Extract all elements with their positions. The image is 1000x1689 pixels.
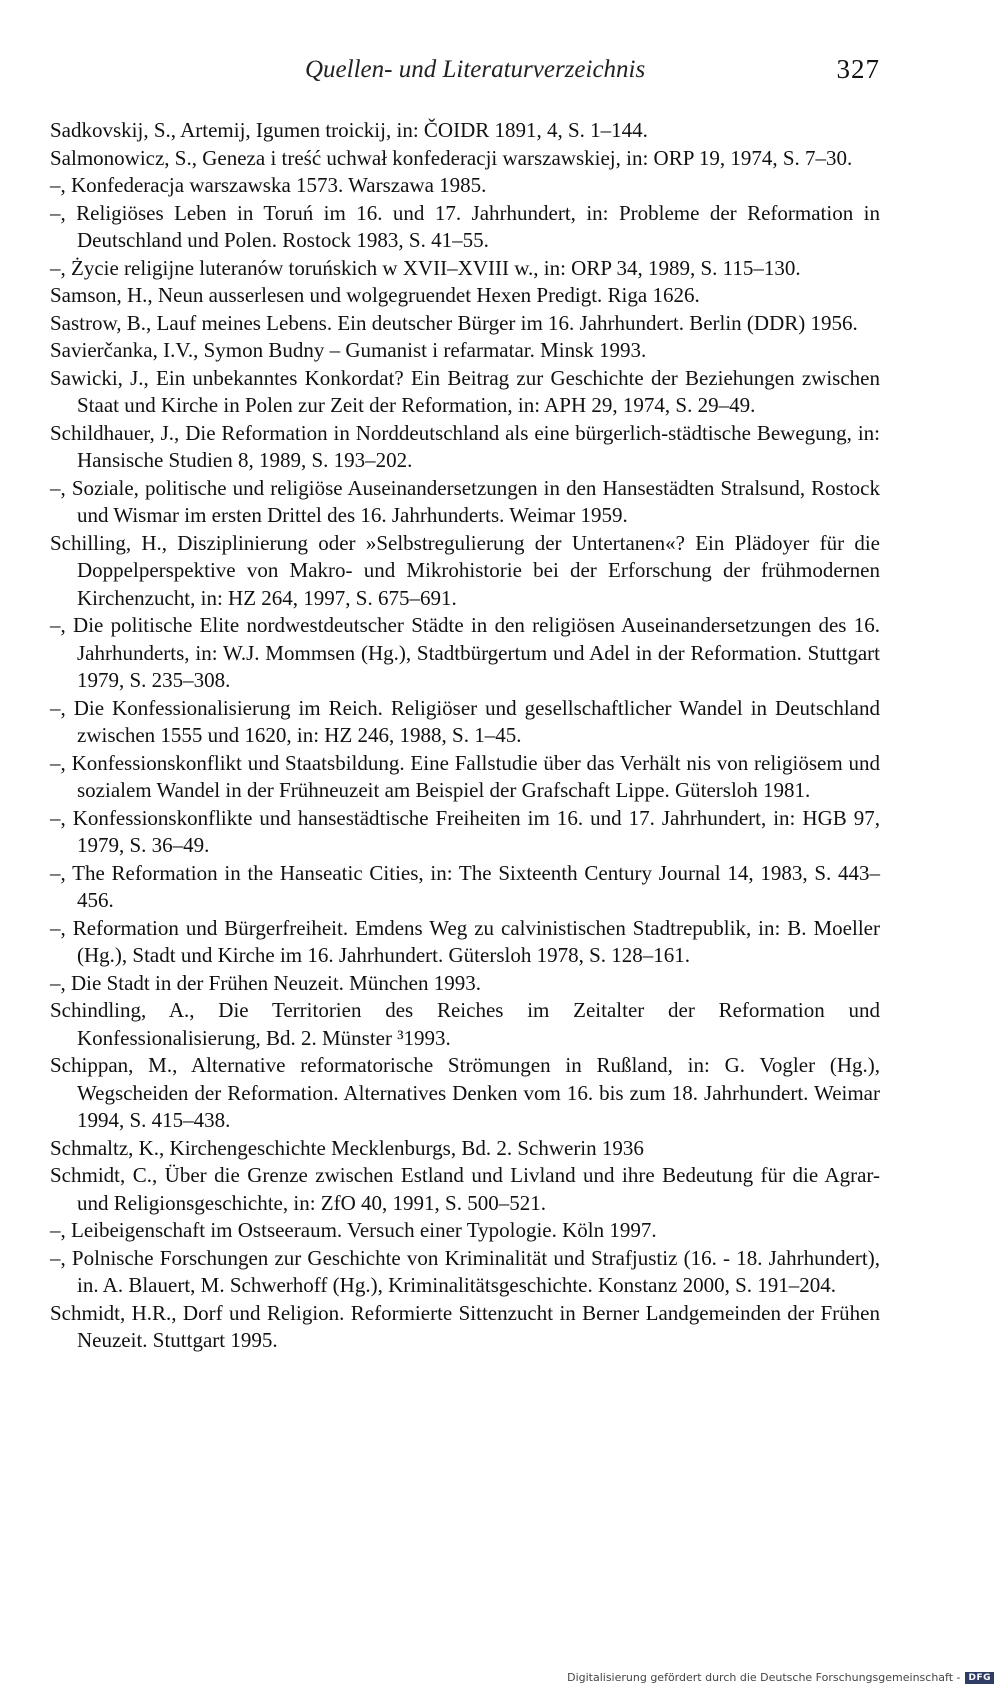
bibliography-entry: Samson, H., Neun ausserlesen und wolgegruendet Hexen Predigt. Riga 1626. bbox=[50, 283, 700, 307]
bibliography-entry: Schmidt, C., Über die Grenze zwischen Estland und Livland und ihre Bedeutung für die Agrar- und Religionsgeschichte, in: ZfO 40, 1991, S. 500–521. bbox=[50, 1163, 880, 1215]
bibliography-entry: –, Polnische Forschungen zur Geschichte von Kriminalität und Strafjustiz (16. - 18. Jahrhundert), in. A. Blauert, M. Schwerhoff (Hg.), Kriminalitätsgeschichte. Konstanz 2000, S. 191–204. bbox=[50, 1245, 880, 1297]
bibliography-entry: –, The Reformation in the Hanseatic Cities, in: The Sixteenth Century Journal 14, 1983, S. 443–456. bbox=[50, 860, 880, 912]
bibliography-entry: Schmidt, H.R., Dorf und Religion. Reformierte Sittenzucht in Berner Landgemeinden der Frühen Neuzeit. Stuttgart 1995. bbox=[50, 1300, 880, 1352]
dfg-logo: DFG bbox=[965, 1672, 994, 1684]
bibliography-entry: Sawicki, J., Ein unbekanntes Konkordat? Ein Beitrag zur Geschichte der Beziehungen zwischen Staat und Kirche in Polen zur Zeit der Reformation, in: APH 29, 1974, S. 29–49. bbox=[50, 365, 880, 417]
bibliography-entry: Schilling, H., Disziplinierung oder »Selbstregulierung der Untertanen«? Ein Plädoyer für die Doppelperspektive von Makro- und Mikrohistorie bei der Erforschung der frühmodernen Kirchenzucht, in: HZ 264, 1997, S. 675–691. bbox=[50, 530, 880, 610]
bibliography-entry: –, Leibeigenschaft im Ostseeraum. Versuch einer Typologie. Köln 1997. bbox=[50, 1218, 657, 1242]
bibliography-entry: Schmaltz, K., Kirchengeschichte Mecklenburgs, Bd. 2. Schwerin 1936 bbox=[50, 1135, 644, 1160]
bibliography-entry: –, Religiöses Leben in Toruń im 16. und 17. Jahrhundert, in: Probleme der Reformation in Deutschland und Polen. Rostock 1983, S. 41–55. bbox=[50, 200, 880, 252]
bibliography-entry: Sastrow, B., Lauf meines Lebens. Ein deutscher Bürger im 16. Jahrhundert. Berlin (DDR) 1956. bbox=[50, 310, 858, 335]
footer bbox=[567, 1671, 994, 1684]
footer-credit: Digitalisierung gefördert durch die Deutsche Forschungsgemeinschaft - bbox=[567, 1671, 961, 1684]
bibliography-entry: Schildhauer, J., Die Reformation in Norddeutschland als eine bürgerlich-städtische Bewegung, in: Hansische Studien 8, 1989, S. 193–202. bbox=[50, 420, 880, 472]
bibliography-entry: –, Die Stadt in der Frühen Neuzeit. München 1993. bbox=[50, 970, 481, 995]
bibliography-entry: –, Die politische Elite nordwestdeutscher Städte in den religiösen Auseinandersetzungen des 16. Jahrhunderts, in: W.J. Mommsen (Hg.), Stadtbürgertum und Adel in der Reformation. Stuttgart 1979, S. 235–308. bbox=[50, 613, 880, 692]
running-head-title: Quellen- und Literaturverzeichnis bbox=[305, 56, 646, 83]
bibliography-entry: –, Reformation und Bürgerfreiheit. Emdens Weg zu calvinistischen Stadtrepublik, in: B. Moeller (Hg.), Stadt und Kirche im 16. Jahrhundert. Gütersloh 1978, S. 128–161. bbox=[50, 915, 880, 967]
bibliography-entry: –, Konfessionskonflikte und hansestädtische Freiheiten im 16. und 17. Jahrhundert, in: HGB 97, 1979, S. 36–49. bbox=[50, 805, 880, 857]
bibliography-entry: –, Konfessionskonflikt und Staatsbildung. Eine Fallstudie über das Verhält nis von religiösem und sozialem Wandel in der Frühneuzeit am Beispiel der Grafschaft Lippe. Gütersloh 1981. bbox=[50, 750, 880, 802]
bibliography-entry: Schippan, M., Alternative reformatorische Strömungen in Rußland, in: G. Vogler (Hg.), Wegscheiden der Reformation. Alternatives Denken vom 16. bis zum 18. Jahrhundert. Weimar 1994, S. 415–438. bbox=[50, 1053, 880, 1132]
bibliography-entry: Savierčanka, I.V., Symon Budny – Gumanist i refarmatar. Minsk 1993. bbox=[50, 338, 647, 362]
bibliography-entry: Salmonowicz, S., Geneza i treść uchwał konfederacji warszawskiej, in: ORP 19, 1974, S. 7–30. bbox=[50, 145, 853, 170]
bibliography-entry: –, Konfederacja warszawska 1573. Warszawa 1985. bbox=[50, 173, 487, 197]
running-head bbox=[0, 52, 1000, 92]
bibliography-entry: Schindling, A., Die Territorien des Reiches im Zeitalter der Reformation und Konfessionalisierung, Bd. 2. Münster ³1993. bbox=[50, 998, 880, 1050]
bibliography-entry: –, Die Konfessionalisierung im Reich. Religiöser und gesellschaftlicher Wandel in Deutschland zwischen 1555 und 1620, in: HZ 246, 1988, S. 1–45. bbox=[50, 695, 880, 747]
bibliography-entry: –, Życie religijne luteranów toruńskich w XVII–XVIII w., in: ORP 34, 1989, S. 115–130. bbox=[50, 255, 801, 280]
page-number: 327 bbox=[836, 54, 880, 84]
bibliography-entry: Sadkovskij, S., Artemij, Igumen troickij, in: ČOIDR 1891, 4, S. 1–144. bbox=[50, 118, 648, 142]
bibliography-entry: –, Soziale, politische und religiöse Auseinandersetzungen in den Hansestädten Stralsund, Rostock und Wismar im ersten Drittel des 16. Jahrhunderts. Weimar 1959. bbox=[50, 475, 880, 527]
bibliography-list bbox=[50, 117, 880, 1355]
